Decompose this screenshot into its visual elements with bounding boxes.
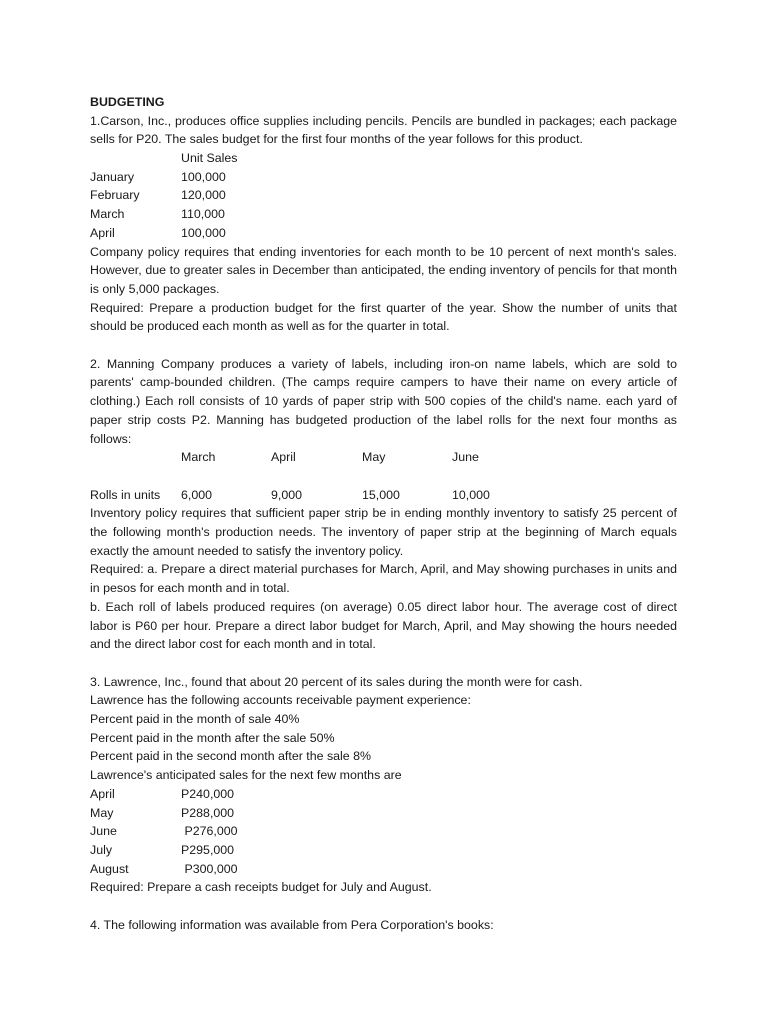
table-row	[90, 841, 677, 860]
table-row	[90, 224, 677, 243]
q3-value: P276,000	[181, 824, 238, 839]
q3-value: P300,000	[181, 861, 238, 876]
q2-value-june: 10,000	[452, 487, 490, 502]
q1-value: 110,000	[181, 207, 225, 222]
q3-line: Percent paid in the month of sale 40%	[90, 712, 300, 727]
q1-intro: 1.Carson, Inc., produces office supplies including pencils. Pencils are bundled in packages; each package sells for P20. The sales budget for the first four months of the year follows for this product.	[90, 113, 677, 147]
q3-required: Required: Prepare a cash receipts budget for July and August.	[90, 880, 432, 895]
q3-line: 3. Lawrence, Inc., found that about 20 percent of its sales during the month were for cash.	[90, 674, 583, 689]
q1-month: April	[90, 225, 115, 240]
q3-line: Percent paid in the month after the sale 50%	[90, 730, 335, 745]
q2-header-april: April	[271, 450, 296, 465]
q2-header-march: March	[181, 450, 216, 465]
table-row	[90, 822, 677, 841]
table-row	[90, 205, 677, 224]
q2-header-may: May	[362, 450, 386, 465]
q3-value: P295,000	[181, 842, 235, 857]
q2-value-april: 9,000	[271, 487, 303, 502]
table-row	[90, 486, 677, 505]
document-title: BUDGETING	[90, 95, 165, 109]
q1-value: 100,000	[181, 225, 226, 240]
q1-required: Required: Prepare a production budget for the first quarter of the year. Show the number of units that should be produced each month as well as for the quarter in total.	[90, 300, 677, 334]
q1-value: 100,000	[181, 169, 226, 184]
table-row	[90, 186, 677, 205]
q3-month: August	[90, 861, 129, 876]
table-row	[90, 860, 677, 879]
document-page	[90, 93, 677, 934]
q2-intro: 2. Manning Company produces a variety of labels, including iron-on name labels, which are sold to parents' camp-bounded children. (The camps require campers to have their name on every article of clothing.) Each roll consists of 10 yards of paper strip with 500 copies of the child's name. each yard of paper strip costs P2. Manning has budgeted production of the label rolls for the next four months as follows:	[90, 356, 677, 446]
q1-month: January	[90, 169, 135, 184]
table-row	[90, 785, 677, 804]
q2-table-header	[90, 448, 677, 467]
table-row	[90, 804, 677, 823]
q3-month: June	[90, 824, 117, 839]
q3-line: Lawrence's anticipated sales for the next few months are	[90, 768, 402, 783]
q3-month: April	[90, 786, 115, 801]
q3-month: July	[90, 842, 113, 857]
q2-value-may: 15,000	[362, 487, 400, 502]
q3-value: P240,000	[181, 786, 235, 801]
q2-required-a: Required: a. Prepare a direct material purchases for March, April, and May showing purchases in units and in pesos for each month and in total.	[90, 562, 677, 596]
q1-value: 120,000	[181, 188, 226, 203]
q3-line: Percent paid in the second month after the sale 8%	[90, 749, 372, 764]
q3-value: P288,000	[181, 805, 235, 820]
q1-month: March	[90, 207, 125, 222]
q2-required-b: b. Each roll of labels produced requires (on average) 0.05 direct labor hour. The average cost of direct labor is P60 per hour. Prepare a direct labor budget for March, April, and May showing the hours needed and the direct labor cost for each month and in total.	[90, 599, 677, 652]
q2-header-june: June	[452, 450, 479, 465]
q2-value-march: 6,000	[181, 487, 213, 502]
q3-line: Lawrence has the following accounts receivable payment experience:	[90, 693, 471, 708]
q1-month: February	[90, 188, 140, 203]
table-row	[90, 168, 677, 187]
q1-col-header: Unit Sales	[181, 151, 238, 166]
q3-month: May	[90, 805, 114, 820]
q2-row-label: Rolls in units	[90, 487, 161, 502]
q1-table-header	[90, 149, 677, 168]
q2-policy: Inventory policy requires that sufficient paper strip be in ending monthly inventory to satisfy 25 percent of the following month's production needs. The inventory of paper strip at the beginning of March equals exactly the amount needed to satisfy the inventory policy.	[90, 506, 677, 558]
q4-intro: 4. The following information was available from Pera Corporation's books:	[90, 917, 494, 932]
q1-policy: Company policy requires that ending inventories for each month to be 10 percent of next month's sales. However, due to greater sales in December than anticipated, the ending inventory of pencils for that month is only 5,000 packages.	[90, 244, 677, 296]
